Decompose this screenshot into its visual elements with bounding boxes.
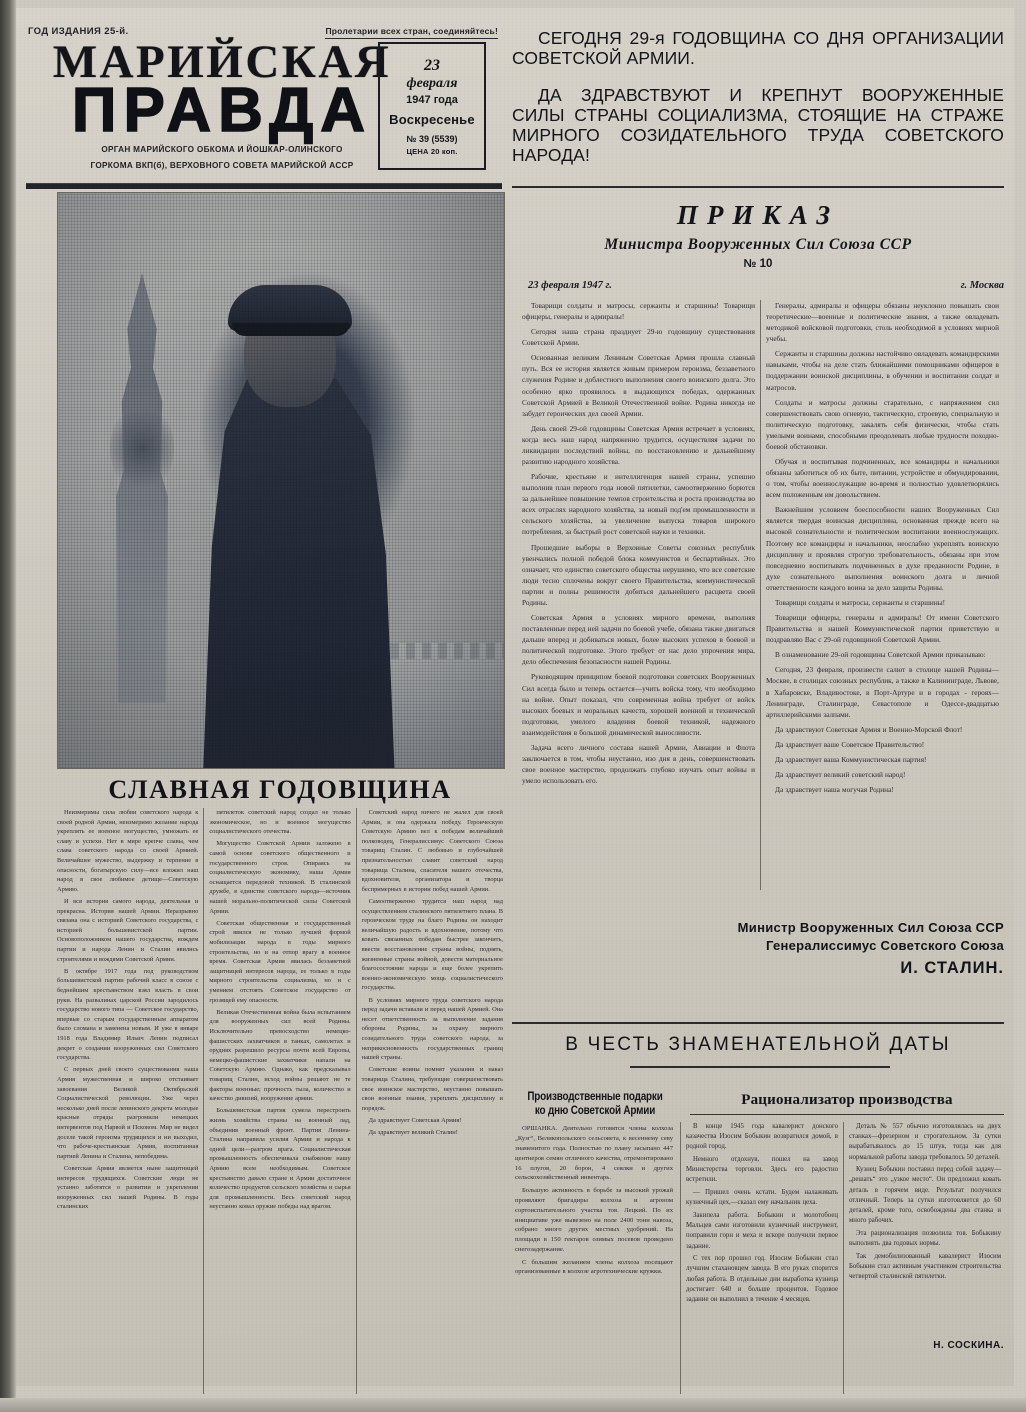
slogan-anniversary-text: СЕГОДНЯ 29-я ГОДОВЩИНА СО ДНЯ ОРГАНИЗАЦИИ СОВЕТСКОЙ АРМИИ. xyxy=(512,28,1004,69)
order-columns xyxy=(522,300,1004,890)
column-divider xyxy=(843,1122,844,1394)
subheading-a-line2: ко дню Советской Армии xyxy=(534,1105,656,1118)
slogan-anniversary xyxy=(512,28,1004,69)
masthead-rule xyxy=(26,183,502,189)
signature-name: И. СТАЛИН. xyxy=(900,959,1004,977)
stalin-photograph xyxy=(57,192,505,769)
header-rule xyxy=(512,186,1004,188)
rationalizer-column-2: Деталь № 557 обычно изготовлялась на двух станках—фрезерном и строгательном. За сутки вырабатывалось до 15 штук, тогда как для нормальной работы завода требовалось 50 деталей. Кузнец Бобыкин поставил перед собой задачу—„решать“ это „узкое место“. Он предложил ковать деталь в горячем виде. Результат получился отличный. Теперь за сутки изготовляется до 60 деталей, кроме того, освобождены два станка и много рабочих. Эта рационализация позволила тов. Бобыкину выполнять два годовых нормы. Так демобилизованный кавалерист Изосим Бобыкин стал активным участником строительства четвертой сталинской пятилетки. xyxy=(849,1123,1001,1281)
issue-price: ЦЕНА 20 коп. xyxy=(406,146,458,156)
scan-edge-left xyxy=(0,0,16,1412)
order-column-2: Генералы, адмиралы и офицеры обязаны неуклонно повышать свои теоретические—военные и политические знания, а также овладевать методикой войсковой подготовки, столь необходимой в условиях мирной учебы. Сержанты и старшины должны настойчиво овладевать командирскими навыками, чтобы на деле стать ближайшими помощниками офицеров в поддержании воинской дисциплины, в обучении и воспитании солдат и матросов. Солдаты и матросы должны старательно, с напряжением сил совершенствовать свою огневую, тактическую, строевую, специальную и политическую подготовку, закалять себя физически, чтобы стать умелыми воинами, способными преодолевать любые трудности походно-боевой обстановки. Обучая и воспитывая подчиненных, все командиры и начальники обязаны заботиться об их быте, питании, устройстве и обмундировании, о том, чтобы военнослужащие во-время и полностью удовлетворялись всем положенным им довольствием. Важнейшим условием боеспособности наших Вооруженных Сил является твердая воинская дисциплина, основанная прежде всего на высокой сознательности и политическом воспитании военнослужащих. Поэтому все командиры и начальники, неослабно укреплять воинскую дисциплину и проявляя строгую требовательность, обязаны при этом повседневно воспитывать подчиненных в духе преданности Родине, в духе сознательного выполнения воинского долга и личной ответственности каждого воина за дело защиты Родины. Товарищи солдаты и матросы, сержанты и старшины! Товарищи офицеры, генералы и адмиралы! От имени Советского Правительства и нашей Коммунистической партии приветствую и поздравляю Вас с 29-ой годовщиной Советской Армии. В ознаменование 29-ой годовщины Советской Армии приказываю: Сегодня, 23 февраля, произвести салют в столице нашей Родины—Москве, в столицах союзных республик, а также в Калининграде, Львове, в Хабаровске, Владивостоке, в Порт-Артуре и в городах - героях—Ленинграде, Сталинграде, Севастополе и Одессе-двадцатью артиллерийскими залпами. Да здравствуют Советская Армия и Военно-Морской Флот! Да здравствует ваше Советское Правительство! Да здравствует ваша Коммунистическая партия! Да здравствует великий советский народ! Да здравствует наша могучая Родина! xyxy=(766,301,999,795)
issue-date-box xyxy=(378,42,486,170)
section-rule-bottom xyxy=(630,1066,890,1068)
order-date: 23 февраля 1947 г. xyxy=(528,280,612,291)
left-column-1: Неизмеримы сила любви советского народа к своей родной Армии, неизмеримо желание народа укреплять ее военное могущество, умножать ее славу и успехи. Нет в мире крепче славы, чем слава советского народа со своей Армией. Величайшее мужество, выдержку и терпение в опасности, богатырскую силу—все вложил наш народ в свое любимое детище—Советскую Армию. И вся история самого народа, деятельная и прекрасна. История нашей Армии. Неразрывно связана она с историей Советского государства, с историей большевистской партии. Основоположником нашего государства, вождем партии и народа Ленин и Сталин явились строителями и вождями Советской Армии. В октябре 1917 года под руководством большевистской партии рабочий класс в союзе с беднейшим крестьянством взял власть в свои руки. На развалинах царской России зародилось государство нового типа — Советское государство, впервые со старым государственным аппаратом было сломана и заменена новым. И уже в январе 1918 года Владимир Ильич Ленин подписал декрет о создании вооруженных сил Советского государства. С первых дней своего существования наша Армия мужественная и широко отстаивает завоевания Великой Октябрьской Социалистической революции. Уже через несколько дней после ленинского декрета молодые красные отряды разгромили немецких интервентов под Нарвой и Псковом. Мир не видел доселе такой героизма трудящихся и ни выходил, что рабоче-крестьянская Армия, воспитанная партией Ленина и Сталина, непобедима. Советская Армия является ныне защитницей интересов трудящихся. Советские люди не устанно заботятся о развитии и укреплении вооруженных сил нашей Родины. В годы сталинских xyxy=(57,809,199,1211)
masthead-title-line2: ПРАВДА xyxy=(71,76,373,146)
subheading-rationalizer: Рационализатор производства xyxy=(741,1092,953,1108)
order-subtitle: Министра Вооруженных Сил Союза ССР xyxy=(604,236,912,253)
column-divider xyxy=(203,808,204,1394)
issue-day: 23 xyxy=(424,56,440,74)
left-column-3: Советский народ ничего не жалел для своей Армии, и она одержала победу. Героическую Советскую Армию вел к победам величайший полководец, Генералиссимус Советского Союза товарищ Сталин. С любовью и глубочайшей признательностью славит советский народ товарища Сталина, спасителя нашего отечества, вдохновителя, организатора и творца беспримерных в истории побед нашей Армии. Самоотверженно трудится наш народ над осуществлением сталинского пятилетнего плана. В героическом труде на благо Родины он находит величайшую радость и вдохновение, потому что ковать связанных победам быстрее закончить, ввести восстановление страны войны, поднять, жизненные страны войной, довести материальное благосостояние народа и еще более укрепить военно-экономическую мощь социалистического государства. В условиях мирного труда советского народа перед задачи вставали и перед нашей Армией. Она несет ответственность за выполнение задания обороны Родины, за охрану мирного созидательного труда советского народа, за неприкосновенность государственных границ нашей страны. Советские воины помнят указания и наказ товарища Сталина, требующие совершенствовать свое воинское мастерство, неустанно повышать свои военные знания, укреплять дисциплину и порядок. Да здравствует Советская Армия! Да здравствует великий Сталин! xyxy=(361,809,503,1136)
subheading-a-line1: Производственные подарки xyxy=(527,1091,663,1103)
slogan-armed-forces xyxy=(512,85,1004,166)
order-title: ПРИКАЗ xyxy=(676,200,840,230)
column-divider xyxy=(356,808,357,1394)
masthead xyxy=(22,36,422,171)
order-place: г. Москва xyxy=(960,280,1004,291)
masthead-title-line1: МАРИЙСКАЯ xyxy=(52,36,392,88)
bottom-column-a xyxy=(515,1124,675,1394)
left-article-headline: СЛАВНАЯ ГОДОВЩИНА xyxy=(108,775,452,804)
subheading-production-gifts xyxy=(526,1090,664,1119)
photo-vignette xyxy=(58,193,504,768)
issue-number: № 39 (5539) xyxy=(406,133,458,144)
order-number: № 10 xyxy=(743,258,773,270)
bottom-divider xyxy=(680,1122,681,1394)
proletarians-slogan: Пролетарии всех стран, соединяйтесь! xyxy=(325,26,498,39)
signature-rank: Генералиссимус Советского Союза xyxy=(765,938,1004,953)
signature-post: Министр Вооруженных Сил Союза ССР xyxy=(737,920,1004,935)
order-meta xyxy=(528,280,1004,291)
rationalizer-column-1: В конце 1945 года кавалерист донского казачества Изосим Бобыкин возвратился домой, в родной город. Немного отдохнув, пошел на завод Министерства торговли. Здесь его радостно встретили. — Пришел очень кстати. Будем налаживать кузнечный цех,—сказал ему начальник цеха. Закипела работа. Бобыкин и молотобоец Мальцев сами изготовили кузнечный инструмент, поправили горн и меха и вскоре получили первое задание. С тех пор прошел год. Изосим Бобыкин стал лучшим стахановцем завода. В его руках спорится любая работа. В отдельные дни выработка кузнеца достигает 640 и больше процентов. Годовое задание он выполнил в течение 4 месяцев. xyxy=(686,1123,838,1303)
masthead-subtitle-line2: ГОРКОМА ВКП(б), ВЕРХОВНОГО СОВЕТА МАРИЙСКОЙ АССР xyxy=(90,161,354,171)
orshanka-article: ОРШАНКА. Деятельно готовятся члены колхоза „Кузг“, Великопольского сельсовета, к весеннему севу знаменитого года. Полностью по плану засыпано 447 центнеров семян отличного качества, отремонтировано 16 плугов, 20 борон, 4 сеялки и других сельскохозяйственный инвентарь. Большую активность в борьбе за высокий урожай проявляют бригадиры колхоза и агроном сортоиспытательного участка тов. Лецкий. По их инициативе уже вывезено на поле 2400 тонн навоза, собрано много других местных удобрений. На площади в 150 гектаров озимых посевов проведено снегозадержание. С большим желанием члены колхоза посещают организованные в колхозе агротехнические кружки. xyxy=(515,1125,673,1276)
order-column-1: Товарищи солдаты и матросы, сержанты и старшины! Товарищи офицеры, генералы и адмиралы! Сегодня наша страна празднует 29-ю годовщину существования Советской Армии. Основанная великим Лениным Советская Армия прошла славный путь. Вся ее история является живым примером героизма, беззаветного служения Родине и доблестного выполнения своего воинского долга. Это особенно ярко проявилось в выдающихся победах, одержанных Советской Армией в Великой Отечественной войне. Родина никогда не забудет героических дел своей Армии. День своей 29-ой годовщины Советская Армия встречает в условиях, когда весь наш народ напряженно трудится, осуществляя задачи по ликвидации последствий войны, по восстановлению и дальнейшему развитию народного хозяйства. Рабочие, крестьяне и интеллигенция нашей страны, успешно выполнив план первого года новой пятилетки, самоотверженно борются за дальнейшее повышение темпов строительства и роста производства во всех отраслях народного хозяйства, за новый под'ем промышленности и сельского хозяйства, за увеличение выпуска товаров широкого потребления, за быстрый рост советской науки и техники. Прошедшие выборы в Верховные Советы союзных республик увенчались полной победой блока коммунистов и беспартийных. Это означает, что единство советского общества нерушимо, что все советские люди тесно сплочены вокруг своего Правительства, коммунистической партии и полны решимости добиться дальнейшего расцвета своей Родины. Советская Армия в условиях мирного времени, выполняя поставленные перед ней задачи по боевой учебе, обязана также двигаться дальше вперед и добиваться новых, более высоких успехов в боевой и политической подготовке. Этого требует от нас дело упрочения мира, дело обеспечения безопасности нашей Родины. Руководящим принципом боевой подготовки советских Вооруженных Сил всегда было и теперь остается—учить войска тому, что необходимо на войне. Опыт показал, что современная война требует от войск высоких боевых и моральных качеств, хорошей военной и технической подготовки, умелого владения боевой техникой, надежного взаимодействия в большой динамической выносливости. Задача всего личного состава нашей Армии, Авиации и Флота заключается в том, чтобы неустанно, изо дня в день, совершенствовать свое военное мастерство, продолжать глубоко изучать опыт войны и умело использовать его. xyxy=(522,301,755,786)
article-byline: Н. СОСКИНА. xyxy=(933,1340,1004,1351)
bottom-section-title: В ЧЕСТЬ ЗНАМЕНАТЕЛЬНОЙ ДАТЫ xyxy=(565,1034,951,1055)
year-of-publication: ГОД ИЗДАНИЯ 25-й. xyxy=(28,26,129,37)
bottom-columns-b xyxy=(686,1122,1004,1394)
issue-weekday: Воскресенье xyxy=(389,111,475,127)
left-article-columns xyxy=(57,808,503,1394)
issue-month: февраля xyxy=(406,75,458,91)
subheading-b-rule xyxy=(690,1114,1004,1115)
section-rule-top xyxy=(512,1022,1004,1024)
order-signature xyxy=(600,920,1004,978)
slogan-armed-forces-text: ДА ЗДРАВСТВУЮТ И КРЕПНУТ ВООРУЖЕННЫЕ СИЛЫ СТРАНЫ СОЦИАЛИЗМА, СТОЯЩИЕ НА СТРАЖЕ МИРНОГО СОЗИДАТЕЛЬНОГО ТРУДА СОВЕТСКОГО НАРОДА! xyxy=(512,84,1004,166)
masthead-subtitle-line1: ОРГАН МАРИЙСКОГО ОБКОМА И ЙОШКАР-ОЛИНСКОГО xyxy=(101,145,343,155)
header-slogans xyxy=(512,28,1004,166)
scan-edge-bottom xyxy=(0,1398,1026,1412)
left-column-2: пятилеток советский народ создал не только экономическое, но и военное могущество социалистического отечества. Могущество Советской Армии заложено в самой основе советского общественного и государственного строя. Опираясь на социалистическую экономику, наша Армия оснащается передовой техникой. В сталинской дружбе, в единстве советского народа—источник нашей морально-политической силы Советской Армии. Советская общественная и государственный строй явился не только лучшей формой мобилизации народа в годы мирного строительства, но и на отпор врагу в военное время. Советская Армия явилась беззаветной защитницей интересов народа, ее только в годы мирного строительства социализма, но и с умением отстоять Советское государство от грозящей ему опасности. Великая Отечественная война была испытанием для вооруженных сил всей Родины. Исключительно превосходство немецко-фашистских захватчиков в танках, самолетах и орудиях разрешило ресурсы почти всей Европы, немецко-фашистские захватчики напали на Советскую Армию. Однако, как предсказывал товарищ Сталин, исход войны решают не те факторы военные; прочность тыла, количество и качество дивизий, вооружение армии. Большевистская партия сумела перестроить жизнь хозяйства страны на военный лад, объединив военный фронт. Партия Ленина-Сталина направила усилия Армии и народа к одной цели—разгром врага. Социалистическая промышленность обеспечивала снабжение нашу Армию всем необходимым. Советское крестьянство давало стране и Армии достаточное количество продуктов сельского хозяйства и сырья для промышленности. Весь советский народ неустанно ковал оружие победы над врагом. xyxy=(209,809,351,1211)
column-divider xyxy=(760,300,761,890)
issue-year: 1947 года xyxy=(406,93,458,106)
